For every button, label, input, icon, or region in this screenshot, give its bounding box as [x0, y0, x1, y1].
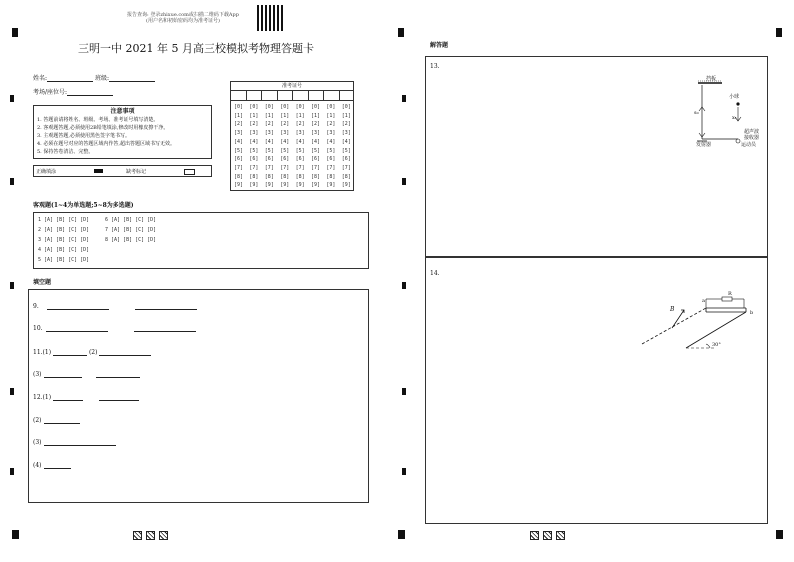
admission-digit-bubble[interactable]: [2] [341, 121, 351, 128]
class-label: 班级: [94, 75, 109, 82]
note-item: 1. 答题前请将姓名、班级、考场、准考证号填写清楚。 [37, 117, 159, 123]
answer-line[interactable] [44, 370, 82, 378]
admission-digit-bubble[interactable]: [5] [264, 147, 274, 154]
note-item: 4. 必须在题号对应的答题区域内作答,超出答题区域书写无效。 [37, 141, 175, 147]
answer-line[interactable] [53, 348, 87, 356]
admission-digit-bubble[interactable]: [8] [311, 173, 321, 180]
admission-digit-bubble[interactable]: [2] [249, 121, 259, 128]
admission-digit-bubble[interactable]: [4] [280, 138, 290, 145]
objective-row[interactable]: 7 [A] [B] [C] [D] [105, 227, 157, 233]
fig13-label: 接收器 [744, 135, 760, 141]
admission-digit-bubble[interactable]: [6] [295, 156, 305, 163]
admission-digit-bubble[interactable]: [7] [280, 164, 290, 171]
timing-mark [10, 282, 14, 289]
answer-line[interactable] [44, 438, 116, 446]
admission-digit-bubble[interactable]: [4] [326, 138, 336, 145]
admission-digit-bubble[interactable]: [2] [311, 121, 321, 128]
report-notice: 报告查询: 登录zhixue.com或扫描二维码下载App (用户名和初始密码均为准考证号) [127, 12, 239, 24]
fill-blank-box: 9. 10. 11.(1) (2) (3) 12.(1) (2) (3) (4) [28, 289, 369, 503]
answer-line[interactable] [46, 324, 108, 332]
objective-row[interactable]: 5 [A] [B] [C] [D] [38, 257, 90, 263]
note-item: 2. 客观题答题,必须使用2B铅笔填涂,修改时用橡皮擦干净。 [37, 125, 169, 131]
admission-digit-bubble[interactable]: [4] [295, 138, 305, 145]
seat-field[interactable] [67, 88, 113, 96]
admission-digit-bubble[interactable]: [0] [264, 104, 274, 110]
admission-digit-bubble[interactable]: [1] [295, 112, 305, 119]
absent-mark-box[interactable] [184, 169, 195, 175]
admission-digit-bubble[interactable]: [0] [295, 104, 305, 110]
fig13-label: 挡板 [706, 76, 717, 82]
answer-line[interactable] [44, 461, 71, 469]
admission-digit-bubble[interactable]: [7] [234, 164, 244, 171]
page-code-box [159, 531, 168, 540]
admission-digit-bubble[interactable]: [4] [234, 138, 244, 145]
timing-mark [10, 95, 14, 102]
fig14-label: b [750, 310, 754, 316]
timing-mark [10, 468, 14, 475]
timing-mark [398, 28, 404, 37]
admission-digit-bubble[interactable]: [0] [341, 104, 351, 110]
fig14-label: 30° [712, 342, 721, 348]
admission-digit-bubble[interactable]: [8] [295, 173, 305, 180]
admission-digit-bubble[interactable]: [7] [295, 164, 305, 171]
page-code-box [133, 531, 142, 540]
admission-digit-bubble[interactable]: [9] [311, 182, 321, 189]
answer-line[interactable] [99, 393, 139, 401]
admission-digit-bubble[interactable]: [9] [295, 182, 305, 189]
admission-digit-bubble[interactable]: [9] [341, 182, 351, 189]
filled-example-icon [94, 169, 103, 173]
admission-digit-bubble[interactable]: [0] [234, 104, 244, 110]
answer-line[interactable] [96, 370, 140, 378]
admission-digit-bubble[interactable]: [1] [234, 112, 244, 119]
timing-mark [10, 388, 14, 395]
page-title: 三明一中 2021 年 5 月高三校模拟考物理答题卡 [78, 42, 314, 55]
objective-row[interactable]: 1 [A] [B] [C] [D] [38, 217, 90, 223]
timing-mark [402, 388, 406, 395]
admission-digit-bubble[interactable]: [1] [341, 112, 351, 119]
admission-digit-bubble[interactable]: [4] [249, 138, 259, 145]
answer-line[interactable] [47, 302, 109, 310]
timing-mark [776, 28, 782, 37]
timing-mark [776, 530, 783, 539]
notes-box [33, 105, 212, 159]
admission-digit-bubble[interactable]: [7] [326, 164, 336, 171]
admission-digit-bubble[interactable]: [3] [341, 130, 351, 137]
page-code-box [556, 531, 565, 540]
admission-digit-bubble[interactable]: [7] [249, 164, 259, 171]
objective-title: 客观题(1~4为单选题;5~8为多选题) [33, 202, 134, 209]
admission-digit-bubble[interactable]: [4] [341, 138, 351, 145]
fig14-label: R [728, 291, 732, 297]
fig13-label: x₁ [732, 115, 737, 121]
student-info [33, 74, 155, 96]
fig13-label: 运动员 [741, 142, 757, 148]
admission-digit-bubble[interactable]: [8] [326, 173, 336, 180]
admission-digit-bubble[interactable]: [8] [234, 173, 244, 180]
timing-mark [402, 95, 406, 102]
note-item: 5. 保持答卷清洁、完整。 [37, 149, 94, 155]
admission-digit-bubble[interactable]: [0] [249, 104, 259, 110]
admission-digit-bubble[interactable]: [9] [249, 182, 259, 189]
admission-digit-bubble[interactable]: [1] [249, 112, 259, 119]
admission-number-block [230, 81, 354, 191]
timing-mark [402, 282, 406, 289]
name-label: 姓名: [33, 75, 48, 82]
fig13-label: s₀ [694, 110, 699, 116]
admission-digit-bubble[interactable]: [9] [234, 182, 244, 189]
answer-title: 解答题 [430, 42, 449, 49]
timing-mark [398, 530, 405, 539]
qr-code-icon [257, 5, 283, 31]
admission-digit-bubble[interactable]: [8] [280, 173, 290, 180]
page-code-box [543, 531, 552, 540]
admission-bubbles[interactable] [231, 101, 353, 191]
objective-box [33, 212, 369, 269]
admission-digit-bubble[interactable]: [2] [295, 121, 305, 128]
admission-digit-bubble[interactable]: [4] [311, 138, 321, 145]
answer-line[interactable] [44, 416, 80, 424]
admission-digit-bubble[interactable]: [5] [280, 147, 290, 154]
admission-digit-bubble[interactable]: [3] [249, 130, 259, 137]
admission-digit-bubble[interactable]: [2] [264, 121, 274, 128]
admission-digit-bubble[interactable]: [9] [326, 182, 336, 189]
q13-figure [682, 71, 772, 181]
admission-digit-bubble[interactable]: [5] [295, 147, 305, 154]
note-item: 3. 主观题答题,必须使用黑色签字笔书写。 [37, 133, 130, 139]
objective-row[interactable]: 4 [A] [B] [C] [D] [38, 247, 90, 253]
timing-mark [12, 28, 18, 37]
admission-digit-bubble[interactable]: [5] [234, 147, 244, 154]
admission-digit-bubble[interactable]: [3] [264, 130, 274, 137]
admission-digit-bubble[interactable]: [5] [249, 147, 259, 154]
admission-digit-bubble[interactable]: [5] [341, 147, 351, 154]
objective-row[interactable]: 2 [A] [B] [C] [D] [38, 227, 90, 233]
admission-digit-bubble[interactable]: [0] [326, 104, 336, 110]
admission-digit-bubble[interactable]: [1] [264, 112, 274, 119]
admission-digit-bubble[interactable]: [3] [326, 130, 336, 137]
page-code-box [146, 531, 155, 540]
admission-digit-bubble[interactable]: [0] [311, 104, 321, 110]
answer-line[interactable] [53, 393, 83, 401]
class-field[interactable] [109, 74, 155, 82]
admission-digit-bubble[interactable]: [2] [326, 121, 336, 128]
page-code-box [530, 531, 539, 540]
admission-digit-bubble[interactable]: [1] [326, 112, 336, 119]
seat-label: 考场/座位号: [33, 89, 68, 96]
fill-example: 正确填涂 缺考标记 [33, 165, 212, 177]
fig13-label: 超声波 [744, 129, 760, 135]
admission-input-row [231, 91, 353, 101]
q13-number: 13. [430, 63, 440, 70]
answer-line[interactable] [135, 302, 197, 310]
admission-digit-bubble[interactable]: [8] [264, 173, 274, 180]
admission-digit-bubble[interactable]: [1] [311, 112, 321, 119]
admission-digit-bubble[interactable]: [3] [280, 130, 290, 137]
admission-digit-bubble[interactable]: [6] [341, 156, 351, 163]
fig14-label: B [670, 306, 675, 313]
admission-digit-bubble[interactable]: [8] [249, 173, 259, 180]
admission-digit-bubble[interactable]: [2] [280, 121, 290, 128]
admission-digit-bubble[interactable]: [3] [295, 130, 305, 137]
timing-mark [12, 530, 19, 539]
q14-figure [636, 282, 766, 357]
admission-label: 准考证号 [231, 82, 353, 91]
admission-digit-bubble[interactable]: [6] [234, 156, 244, 163]
timing-mark [402, 468, 406, 475]
fig13-label: 小球 [729, 94, 740, 100]
answer-line[interactable] [99, 348, 151, 356]
q14-answer-area[interactable] [425, 257, 768, 524]
objective-row[interactable]: 3 [A] [B] [C] [D] [38, 237, 90, 243]
admission-digit-bubble[interactable]: [6] [249, 156, 259, 163]
admission-digit-bubble[interactable]: [6] [326, 156, 336, 163]
admission-digit-bubble[interactable]: [4] [264, 138, 274, 145]
fig14-label: a [702, 298, 705, 304]
admission-digit-bubble[interactable]: [5] [311, 147, 321, 154]
q14-number: 14. [430, 270, 440, 277]
admission-digit-bubble[interactable]: [7] [341, 164, 351, 171]
objective-row[interactable]: 8 [A] [B] [C] [D] [105, 237, 157, 243]
name-field[interactable] [47, 74, 93, 82]
admission-digit-bubble[interactable]: [5] [326, 147, 336, 154]
admission-digit-bubble[interactable]: [3] [234, 130, 244, 137]
answer-line[interactable] [134, 324, 196, 332]
notes-title: 注意事项 [110, 108, 135, 115]
admission-digit-bubble[interactable]: [7] [264, 164, 274, 171]
admission-digit-bubble[interactable]: [6] [311, 156, 321, 163]
fig13-label: 发射器 [696, 142, 712, 148]
admission-digit-bubble[interactable]: [3] [311, 130, 321, 137]
admission-digit-bubble[interactable]: [9] [264, 182, 274, 189]
admission-digit-bubble[interactable]: [9] [280, 182, 290, 189]
objective-row[interactable]: 6 [A] [B] [C] [D] [105, 217, 157, 223]
admission-digit-bubble[interactable]: [6] [280, 156, 290, 163]
q13-answer-area[interactable] [425, 56, 768, 257]
admission-digit-bubble[interactable]: [1] [280, 112, 290, 119]
admission-digit-bubble[interactable]: [7] [311, 164, 321, 171]
admission-digit-bubble[interactable]: [6] [264, 156, 274, 163]
fill-blank-title: 填空题 [33, 279, 52, 286]
timing-mark [10, 178, 14, 185]
timing-mark [402, 178, 406, 185]
admission-digit-bubble[interactable]: [8] [341, 173, 351, 180]
admission-digit-bubble[interactable]: [0] [280, 104, 290, 110]
admission-digit-bubble[interactable]: [2] [234, 121, 244, 128]
